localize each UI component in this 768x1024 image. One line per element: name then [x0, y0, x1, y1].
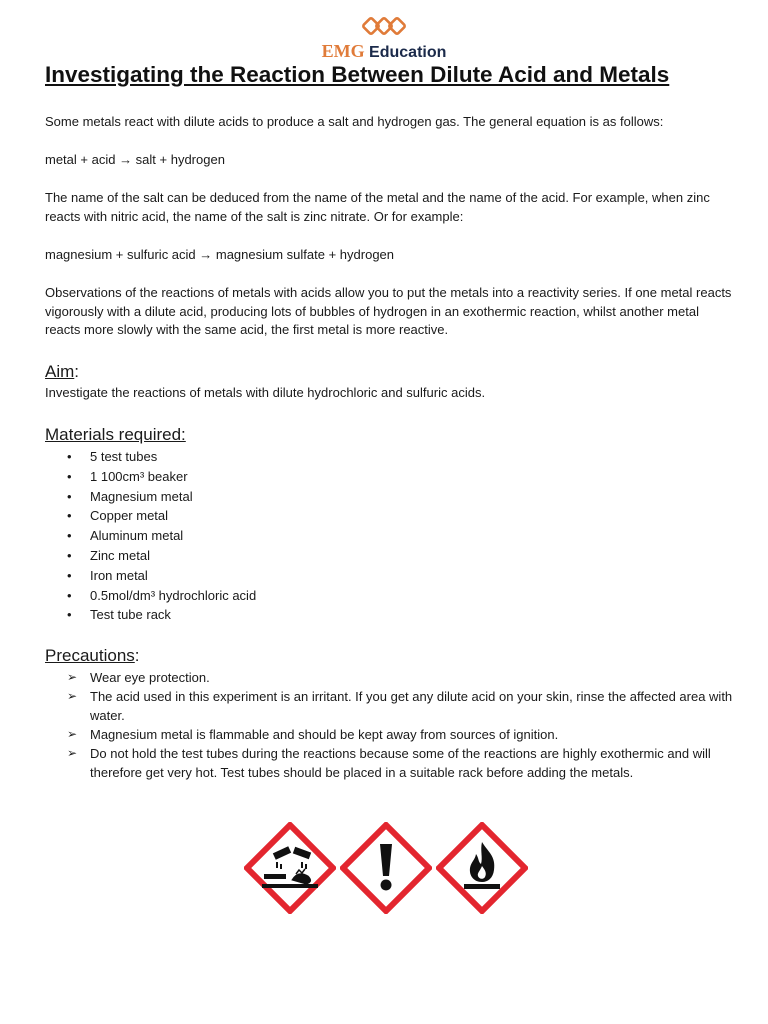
- logo-rings-icon: [361, 14, 407, 40]
- list-item: ➢ Wear eye protection.: [45, 668, 735, 687]
- precautions-heading-colon: :: [134, 646, 140, 665]
- exclamation-mark-icon: [340, 822, 432, 914]
- logo-education: Education: [369, 44, 447, 61]
- list-item: • Aluminum metal: [45, 526, 256, 546]
- list-item: • Test tube rack: [45, 605, 256, 625]
- precautions-list: [45, 668, 735, 782]
- list-item: ➢ Magnesium metal is flammable and should be kept away from sources of ignition.: [45, 725, 735, 744]
- materials-list: [45, 447, 256, 625]
- corrosive-icon: [244, 822, 336, 914]
- aim-text: Investigate the reactions of metals with dilute hydrochloric and sulfuric acids.: [45, 385, 486, 400]
- list-item: • 1 100cm³ beaker: [45, 467, 256, 487]
- list-item: • 5 test tubes: [45, 447, 256, 467]
- list-item: ➢ The acid used in this experiment is an irritant. If you get any dilute acid on your skin, rinse the affected area with water.: [45, 687, 735, 725]
- aim-heading-text: Aim: [45, 362, 75, 381]
- page-title: Investigating the Reaction Between Dilute Acid and Metals: [45, 62, 670, 87]
- aim-heading-colon: :: [74, 362, 80, 381]
- list-item: • Zinc metal: [45, 546, 256, 566]
- intro-paragraph-1: Some metals react with dilute acids to produce a salt and hydrogen gas. The general equation is as follows:: [45, 114, 664, 129]
- list-item: • 0.5mol/dm³ hydrochloric acid: [45, 586, 256, 606]
- list-item: ➢ Do not hold the test tubes during the reactions because some of the reactions are highly exothermic and will therefore get very hot. Test tubes should be placed in a suitable rack before adding the metals.: [45, 744, 735, 782]
- precautions-heading-text: Precautions: [45, 646, 135, 665]
- intro-paragraph-3: Observations of the reactions of metals with acids allow you to put the metals into a reactivity series. If one metal reacts vigorously with a dilute acid, producing lots of bubbles of hydrogen in an exothermic reaction, whilst another metal reacts more slowly with the same acid, the first metal is more reactive.: [45, 285, 732, 337]
- precautions-heading: [45, 646, 140, 666]
- aim-heading: [45, 362, 79, 382]
- general-equation: metal + acid → salt + hydrogen: [45, 152, 225, 167]
- list-item: • Iron metal: [45, 566, 256, 586]
- logo-emg: EMG: [321, 41, 365, 61]
- intro-paragraph-2: The name of the salt can be deduced from the name of the metal and the name of the acid. For example, when zinc reacts with nitric acid, the name of the salt is zinc nitrate. Or for example:: [45, 190, 710, 224]
- logo-wordmark: [0, 41, 768, 62]
- example-equation: magnesium + sulfuric acid → magnesium sulfate + hydrogen: [45, 247, 395, 262]
- list-item: • Copper metal: [45, 506, 256, 526]
- hazard-symbols: [244, 822, 529, 914]
- materials-heading: [45, 425, 186, 445]
- materials-heading-text: Materials required:: [45, 425, 186, 444]
- flammable-icon: [436, 822, 528, 914]
- emg-logo: [0, 14, 768, 62]
- list-item: • Magnesium metal: [45, 487, 256, 507]
